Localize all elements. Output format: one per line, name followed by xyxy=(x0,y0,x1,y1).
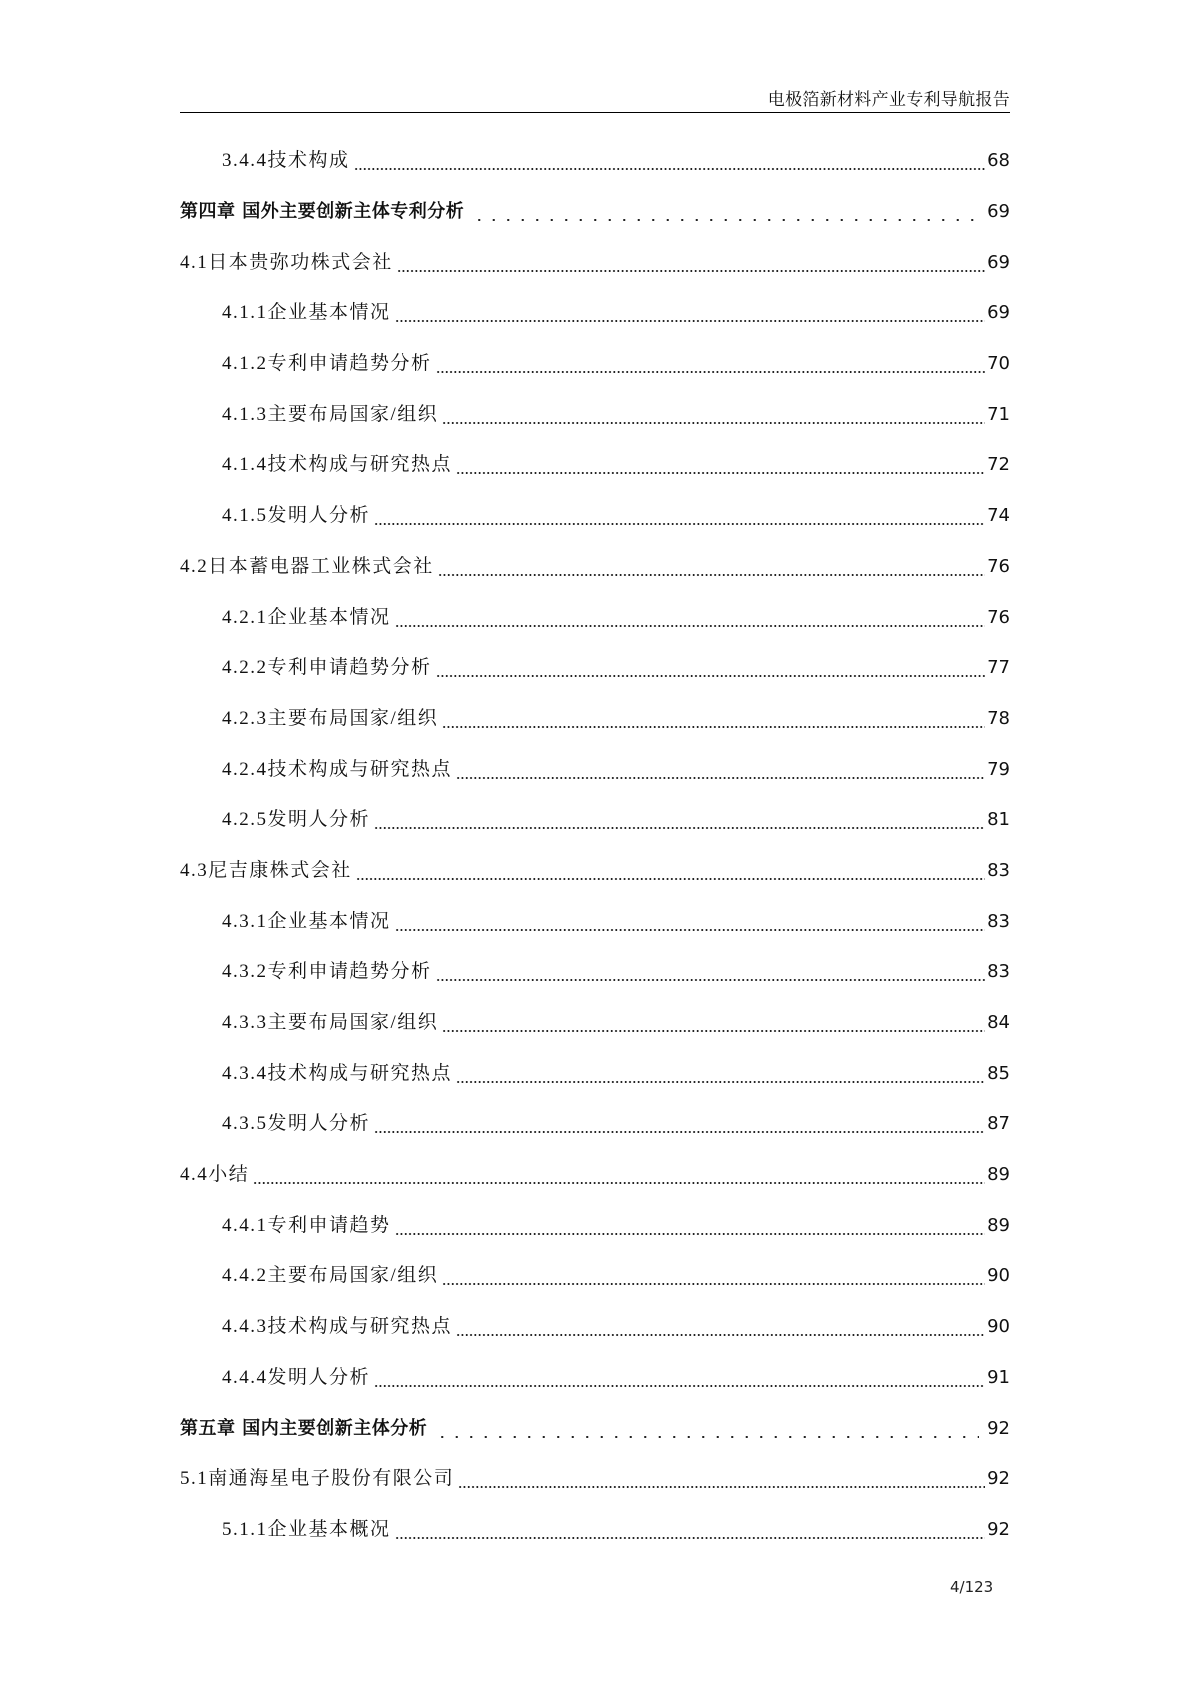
toc-entry-label: 4.1.5发明人分析 xyxy=(222,505,371,527)
toc-chapter-entry[interactable] xyxy=(180,1403,1010,1454)
toc-entry-label: 5.1南通海星电子股份有限公司 xyxy=(180,1468,455,1490)
toc-entry-label: 3.4.4技术构成 xyxy=(222,150,350,172)
toc-entry-label: 4.1.1企业基本情况 xyxy=(222,302,391,324)
dot-leader xyxy=(395,320,986,322)
toc-entry-label: 4.2.5发明人分析 xyxy=(222,809,371,831)
toc-subsection-entry[interactable] xyxy=(180,795,1010,846)
toc-subsection-entry[interactable] xyxy=(180,440,1010,491)
toc-subsection-entry[interactable] xyxy=(180,136,1010,187)
toc-entry-page-number: 87 xyxy=(987,1113,1010,1135)
toc-entry-label: 4.4小结 xyxy=(180,1164,250,1186)
toc-subsection-entry[interactable] xyxy=(180,389,1010,440)
toc-entry-label: 4.1.2专利申请趋势分析 xyxy=(222,353,432,375)
toc-entry-page-number: 90 xyxy=(987,1265,1010,1287)
dot-leader xyxy=(374,1385,985,1387)
dot-leader xyxy=(442,422,985,424)
toc-subsection-entry[interactable] xyxy=(180,694,1010,745)
toc-section-entry[interactable] xyxy=(180,1150,1010,1201)
dot-leader xyxy=(456,472,985,474)
dot-leader xyxy=(374,827,985,829)
toc-entry-page-number: 90 xyxy=(987,1316,1010,1338)
dot-leader xyxy=(442,726,985,728)
table-of-contents xyxy=(180,136,1010,1555)
dot-leader xyxy=(442,1030,985,1032)
toc-entry-label: 5.1.1企业基本概况 xyxy=(222,1518,391,1540)
toc-entry-page-number: 91 xyxy=(987,1366,1010,1388)
toc-entry-page-number: 89 xyxy=(987,1214,1010,1236)
dot-leader xyxy=(354,168,986,170)
dot-leader xyxy=(395,625,986,627)
toc-entry-page-number: 85 xyxy=(987,1062,1010,1084)
toc-entry-label: 4.2.4技术构成与研究热点 xyxy=(222,758,453,780)
toc-entry-page-number: 68 xyxy=(987,150,1010,172)
toc-subsection-entry[interactable] xyxy=(180,491,1010,542)
dot-leader xyxy=(435,1436,979,1438)
dot-leader xyxy=(395,929,986,931)
toc-entry-label: 4.2.2专利申请趋势分析 xyxy=(222,657,432,679)
toc-entry-page-number: 92 xyxy=(987,1468,1010,1490)
toc-entry-label: 4.3.5发明人分析 xyxy=(222,1113,371,1135)
toc-section-entry[interactable] xyxy=(180,1454,1010,1505)
dot-leader xyxy=(374,523,985,525)
dot-leader xyxy=(253,1182,985,1184)
dot-leader xyxy=(456,1334,985,1336)
toc-entry-label: 4.3尼吉康株式会社 xyxy=(180,859,352,881)
toc-section-entry[interactable] xyxy=(180,542,1010,593)
toc-subsection-entry[interactable] xyxy=(180,1302,1010,1353)
toc-entry-label: 4.1.3主要布局国家/组织 xyxy=(222,403,439,425)
dot-leader xyxy=(442,1283,985,1285)
toc-entry-label: 4.3.2专利申请趋势分析 xyxy=(222,961,432,983)
dot-leader xyxy=(436,371,986,373)
toc-entry-page-number: 69 xyxy=(987,251,1010,273)
toc-subsection-entry[interactable] xyxy=(180,1099,1010,1150)
toc-subsection-entry[interactable] xyxy=(180,643,1010,694)
toc-entry-label: 4.1日本贵弥功株式会社 xyxy=(180,251,393,273)
toc-entry-page-number: 69 xyxy=(987,302,1010,324)
toc-subsection-entry[interactable] xyxy=(180,1505,1010,1556)
toc-entry-page-number: 81 xyxy=(987,809,1010,831)
running-header xyxy=(180,86,1010,113)
dot-leader xyxy=(436,979,986,981)
toc-entry-page-number: 84 xyxy=(987,1012,1010,1034)
toc-entry-page-number: 83 xyxy=(987,859,1010,881)
dot-leader xyxy=(456,1081,985,1083)
toc-entry-label: 4.3.1企业基本情况 xyxy=(222,910,391,932)
toc-entry-label: 4.1.4技术构成与研究热点 xyxy=(222,454,453,476)
toc-entry-label: 4.2.3主要布局国家/组织 xyxy=(222,707,439,729)
toc-entry-label: 4.3.4技术构成与研究热点 xyxy=(222,1062,453,1084)
toc-entry-page-number: 70 xyxy=(987,353,1010,375)
toc-subsection-entry[interactable] xyxy=(180,1048,1010,1099)
toc-entry-page-number: 72 xyxy=(987,454,1010,476)
toc-entry-label: 4.3.3主要布局国家/组织 xyxy=(222,1012,439,1034)
toc-section-entry[interactable] xyxy=(180,846,1010,897)
toc-entry-page-number: 77 xyxy=(987,657,1010,679)
dot-leader xyxy=(438,574,985,576)
toc-entry-page-number: 83 xyxy=(987,910,1010,932)
toc-subsection-entry[interactable] xyxy=(180,896,1010,947)
toc-entry-page-number: 76 xyxy=(987,555,1010,577)
toc-subsection-entry[interactable] xyxy=(180,744,1010,795)
toc-entry-page-number: 69 xyxy=(987,201,1010,223)
dot-leader xyxy=(374,1131,985,1133)
dot-leader xyxy=(436,675,986,677)
toc-entry-page-number: 92 xyxy=(987,1417,1010,1439)
toc-subsection-entry[interactable] xyxy=(180,288,1010,339)
toc-entry-page-number: 78 xyxy=(987,707,1010,729)
toc-entry-page-number: 79 xyxy=(987,758,1010,780)
toc-chapter-entry[interactable] xyxy=(180,187,1010,238)
dot-leader xyxy=(356,878,985,880)
toc-entry-label: 4.4.1专利申请趋势 xyxy=(222,1214,391,1236)
toc-entry-label: 4.2日本蓄电器工业株式会社 xyxy=(180,555,434,577)
page-number: 4/123 xyxy=(950,1578,994,1596)
toc-entry-page-number: 92 xyxy=(987,1518,1010,1540)
toc-entry-page-number: 74 xyxy=(987,505,1010,527)
toc-entry-label: 第五章 国内主要创新主体分析 xyxy=(180,1417,428,1439)
dot-leader xyxy=(458,1486,985,1488)
dot-leader xyxy=(395,1537,986,1539)
dot-leader xyxy=(395,1233,986,1235)
toc-entry-label: 4.4.4发明人分析 xyxy=(222,1366,371,1388)
toc-entry-page-number: 76 xyxy=(987,606,1010,628)
toc-entry-label: 4.2.1企业基本情况 xyxy=(222,606,391,628)
toc-entry-page-number: 83 xyxy=(987,961,1010,983)
toc-subsection-entry[interactable] xyxy=(180,339,1010,390)
toc-subsection-entry[interactable] xyxy=(180,998,1010,1049)
toc-entry-label: 第四章 国外主要创新主体专利分析 xyxy=(180,201,465,223)
toc-subsection-entry[interactable] xyxy=(180,1251,1010,1302)
toc-section-entry[interactable] xyxy=(180,237,1010,288)
toc-subsection-entry[interactable] xyxy=(180,1200,1010,1251)
dot-leader xyxy=(456,777,985,779)
dot-leader xyxy=(472,219,979,221)
toc-entry-label: 4.4.3技术构成与研究热点 xyxy=(222,1316,453,1338)
toc-subsection-entry[interactable] xyxy=(180,592,1010,643)
toc-subsection-entry[interactable] xyxy=(180,947,1010,998)
report-title: 电极箔新材料产业专利导航报告 xyxy=(767,90,1010,110)
toc-entry-page-number: 89 xyxy=(987,1164,1010,1186)
toc-subsection-entry[interactable] xyxy=(180,1353,1010,1404)
toc-entry-page-number: 71 xyxy=(987,403,1010,425)
toc-entry-label: 4.4.2主要布局国家/组织 xyxy=(222,1265,439,1287)
dot-leader xyxy=(397,270,985,272)
